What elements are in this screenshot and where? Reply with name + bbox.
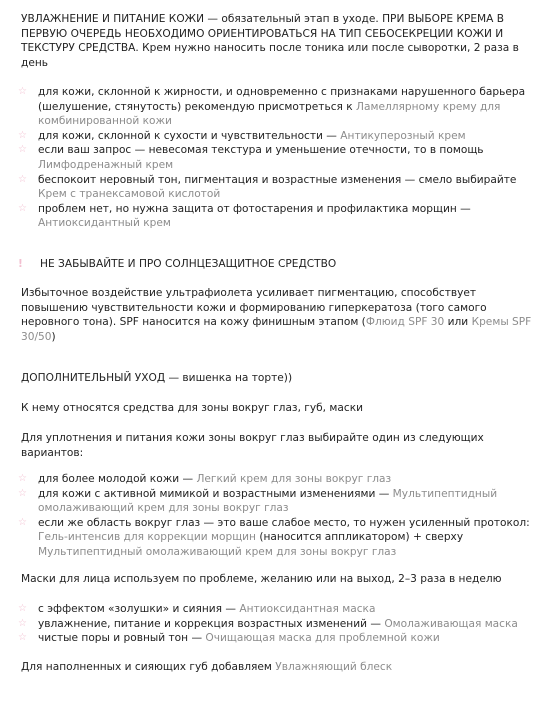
star-icon: ☆ bbox=[18, 173, 27, 185]
item-text: (наносится аппликатором) + сверху bbox=[255, 531, 464, 544]
eyes-intro: Для уплотнения и питания кожи зоны вокруг глаз выбирайте один из следующих вариантов: bbox=[21, 432, 484, 459]
product-link-fluid[interactable]: Флюид SPF 30 bbox=[365, 316, 445, 329]
product-link[interactable]: Увлажняющий блеск bbox=[275, 661, 393, 673]
list-item bbox=[18, 143, 548, 172]
product-link[interactable]: Антиоксидантная маска bbox=[239, 603, 376, 615]
product-link[interactable]: Ламеллярному крему для комбинированной кожи bbox=[38, 100, 501, 128]
product-link[interactable]: Мультипептидный омолаживающий крем для зоны вокруг глаз bbox=[38, 487, 498, 515]
item-text: для кожи, склонной к жирности, и одновременно с признаками нарушенного барьера (шелушение, стянутость) рекомендую присмотреться к bbox=[38, 86, 526, 113]
spf-or: или bbox=[444, 316, 472, 329]
spf-close: ) bbox=[51, 330, 56, 343]
list-item bbox=[18, 85, 548, 129]
product-link[interactable]: Антикуперозный крем bbox=[340, 129, 466, 142]
eye-care-list bbox=[18, 472, 548, 560]
masks-intro: Маски для лица используем по проблеме, желанию или на выход, 2–3 раза в неделю bbox=[21, 573, 502, 585]
list-item bbox=[18, 516, 548, 560]
list-item bbox=[18, 472, 548, 487]
product-link[interactable]: Легкий крем для зоны вокруг глаз bbox=[196, 473, 392, 485]
extra-line: К нему относятся средства для зоны вокруг глаз, губ, маски bbox=[21, 402, 363, 414]
spf-text: Избыточное воздействие ультрафиолета усиливает пигментацию, способствует повышению чувствительности кожи и формированию гиперкератоза (того самого неровного тона). SPF наносится на кожу финишным этапом ( bbox=[21, 287, 487, 329]
spf-heading bbox=[18, 257, 538, 272]
star-icon: ☆ bbox=[18, 603, 27, 614]
intro-caps: УВЛАЖНЕНИЕ И ПИТАНИЕ КОЖИ bbox=[21, 13, 205, 25]
exclamation-icon: ! bbox=[18, 258, 23, 270]
product-link[interactable]: Омолаживающая маска bbox=[384, 617, 518, 630]
product-link[interactable]: Мультипептидный омолаживающий крем для зоны вокруг глаз bbox=[38, 545, 397, 558]
item-text: для более молодой кожи — bbox=[38, 473, 197, 485]
star-icon: ☆ bbox=[18, 473, 27, 484]
intro-paragraph bbox=[21, 12, 546, 70]
list-item bbox=[18, 631, 548, 646]
list-item bbox=[18, 129, 548, 144]
product-link[interactable]: Гель-интенсив для коррекции морщин bbox=[38, 531, 256, 544]
list-item bbox=[18, 173, 548, 202]
item-text: проблем нет, но нужна защита от фотостарения и профилактика морщин — bbox=[38, 202, 471, 215]
item-text: беспокоит неровный тон, пигментация и возрастные изменения — смело выбирайте bbox=[38, 173, 517, 186]
intro-dash: — обязательный этап в уходе. bbox=[204, 13, 383, 25]
item-text: увлажнение, питание и коррекция возрастных изменений — bbox=[38, 617, 385, 630]
product-link-creams[interactable]: Кремы SPF 30/50 bbox=[21, 316, 532, 343]
star-icon: ☆ bbox=[18, 144, 27, 156]
star-icon: ☆ bbox=[18, 86, 27, 97]
list-item bbox=[18, 202, 548, 231]
star-icon: ☆ bbox=[18, 632, 27, 644]
item-text: с эффектом «золушки» и сияния — bbox=[38, 603, 240, 615]
list-item bbox=[18, 487, 548, 516]
spf-paragraph bbox=[21, 286, 546, 344]
item-text: для кожи с активной мимикой и возрастными изменениями — bbox=[38, 487, 393, 500]
intro-caps-2: ПРИ ВЫБОРЕ КРЕМА В ПЕРВУЮ ОЧЕРЕДЬ НЕОБХОДИМО ОРИЕНТИРОВАТЬСЯ НА ТИП СЕБОСЕКРЕЦИИ КОЖИ И ТЕКСТУРУ СРЕДСТВА bbox=[21, 13, 505, 55]
product-link[interactable]: Очищающая маска для проблемной кожи bbox=[205, 632, 440, 645]
intro-tail: . Крем нужно наносить после тоника или после сыворотки, 2 раза в день bbox=[21, 42, 519, 69]
product-link[interactable]: Лимфодренажный крем bbox=[38, 158, 174, 171]
item-text: если же область вокруг глаз — это ваше слабое место, то нужен усиленный протокол: bbox=[38, 516, 530, 529]
lips-text: Для наполненных и сияющих губ добавляем bbox=[21, 661, 276, 673]
star-icon: ☆ bbox=[18, 617, 27, 629]
product-link[interactable]: Крем с транексамовой кислотой bbox=[38, 188, 221, 201]
list-item bbox=[18, 602, 548, 617]
list-item bbox=[18, 617, 548, 632]
star-icon: ☆ bbox=[18, 202, 27, 214]
item-text: если ваш запрос — невесомая текстура и уменьшение отечности, то в помощь bbox=[38, 144, 484, 157]
cream-list bbox=[18, 85, 548, 231]
spf-heading-text: НЕ ЗАБЫВАЙТЕ И ПРО СОЛНЦЕЗАЩИТНОЕ СРЕДСТВО bbox=[40, 258, 337, 270]
product-link[interactable]: Антиоксидантный крем bbox=[38, 217, 171, 230]
star-icon: ☆ bbox=[18, 487, 27, 499]
item-text: чистые поры и ровный тон — bbox=[38, 632, 206, 645]
extra-heading: ДОПОЛНИТЕЛЬНЫЙ УХОД — вишенка на торте)) bbox=[21, 372, 293, 384]
star-icon: ☆ bbox=[18, 129, 27, 141]
star-icon: ☆ bbox=[18, 516, 27, 528]
lips-paragraph bbox=[21, 660, 546, 675]
item-text: для кожи, склонной к сухости и чувствительности — bbox=[38, 129, 341, 142]
masks-list bbox=[18, 602, 548, 646]
